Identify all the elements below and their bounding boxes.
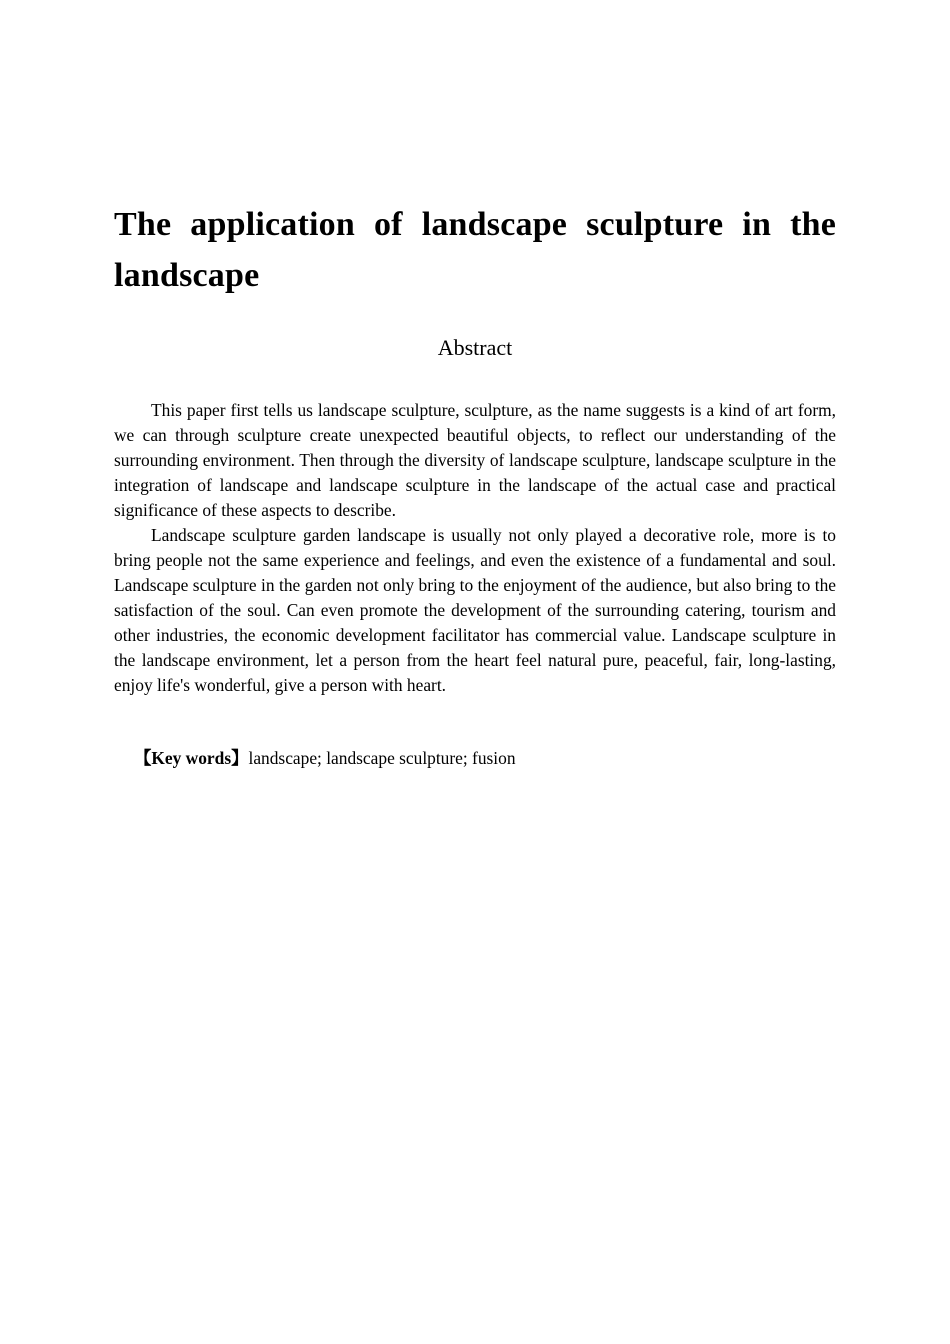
- abstract-paragraph-2: Landscape sculpture garden landscape is usually not only played a decorative role, more is to bring people not the same experience and feelings, and even the existence of a fundamental and soul. Landscape sculpture in the garden not only bring to the enjoyment of the audience, but also bring to the satisfaction of the soul. Can even promote the development of the surrounding catering, tourism and other industries, the economic development facilitator has commercial value. Landscape sculpture in the landscape environment, let a person from the heart feel natural pure, peaceful, fair, long-lasting, enjoy life's wonderful, give a person with heart.: [114, 525, 836, 695]
- abstract-paragraph-1: This paper first tells us landscape sculpture, sculpture, as the name suggests is a kind of art form, we can through sculpture create unexpected beautiful objects, to reflect our understanding of the surrounding environment. Then through the diversity of landscape sculpture, landscape sculpture in the integration of landscape and landscape sculpture in the landscape of the actual case and practical significance of these aspects to describe.: [114, 400, 836, 520]
- abstract-body: [114, 398, 836, 698]
- abstract-heading: Abstract: [437, 335, 513, 360]
- keywords-line: [134, 746, 834, 771]
- keywords-values: landscape; landscape sculpture; fusion: [248, 748, 516, 768]
- document-title: The application of landscape sculpture in the landscape: [114, 206, 836, 294]
- keywords-label: 【Key words】: [134, 748, 249, 768]
